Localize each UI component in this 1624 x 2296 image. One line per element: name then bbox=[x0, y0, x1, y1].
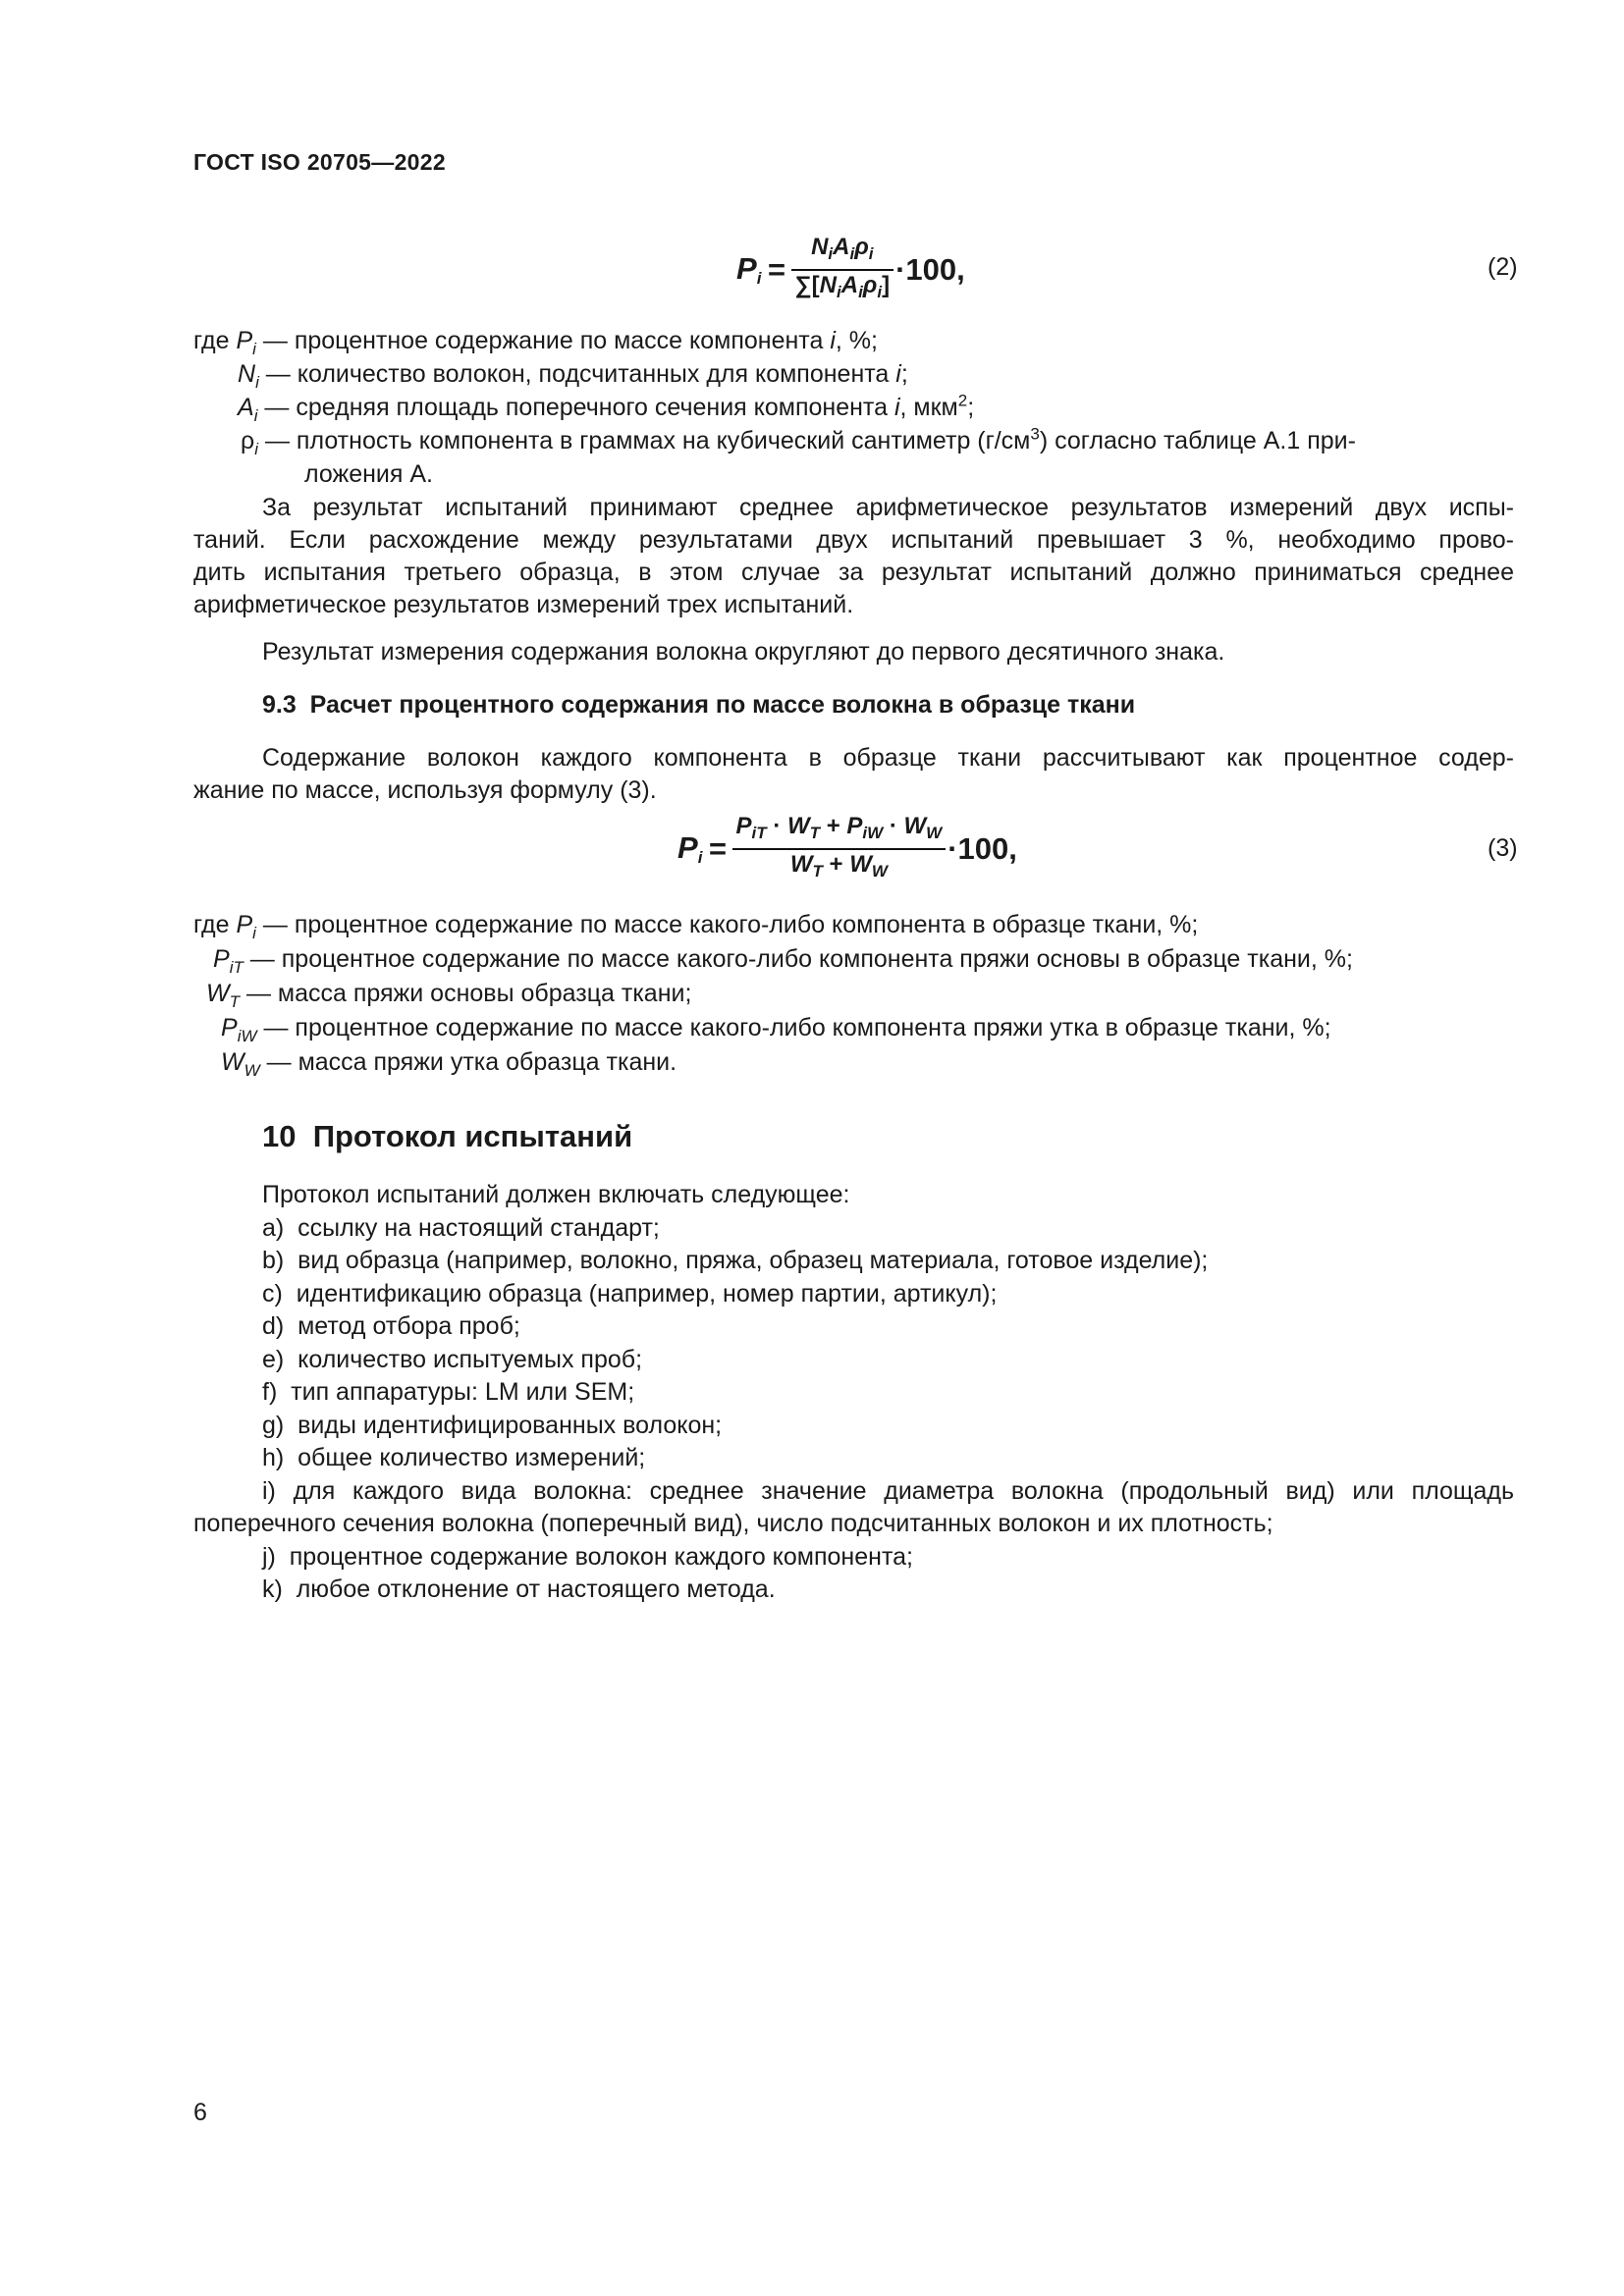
def-line: $N_i$ — количество волокон, подсчитанных для компонента i; bbox=[238, 360, 908, 392]
text-line: таний. Если расхождение между результатами двух испытаний превышает 3 %, необходимо прово- bbox=[193, 526, 1514, 554]
formula-2-lhs: Pi bbox=[736, 251, 762, 288]
list-item: b) вид образца (например, волокно, пряжа, образец материала, готовое изделие); bbox=[262, 1247, 1209, 1274]
list-item: j) процентное содержание волокон каждого компонента; bbox=[262, 1542, 913, 1571]
def-line: $W_W$ — масса пряжи утка образца ткани. bbox=[221, 1048, 677, 1080]
list-item: c) идентификацию образца (например, номер партии, артикул); bbox=[262, 1279, 998, 1308]
list-item: k) любое отклонение от настоящего метода. bbox=[262, 1575, 776, 1603]
formula-3-fraction: $\frac{P_{iT} \cdot W_T + P_{iW} \cdot W_W}{W_T + W_W}$ bbox=[732, 814, 947, 884]
text-line: арифметическое результатов измерений трех испытаний. bbox=[193, 591, 854, 618]
list-item: e) количество испытуемых проб; bbox=[262, 1345, 643, 1373]
list-item: h) общее количество измерений; bbox=[262, 1444, 646, 1471]
list-item: a) ссылку на настоящий стандарт; bbox=[262, 1213, 660, 1242]
page-number: 6 bbox=[193, 2099, 207, 2126]
def-line: $W_T$ — масса пряжи основы образца ткани; bbox=[206, 980, 692, 1011]
protocol-intro: Протокол испытаний должен включать следующее: bbox=[262, 1181, 850, 1208]
formula-2-times: · bbox=[895, 252, 906, 287]
paragraph-content bbox=[193, 741, 1514, 806]
protocol-list bbox=[193, 1178, 1514, 1606]
formula-2 bbox=[736, 236, 965, 304]
text-line: Содержание волокон каждого компонента в образце ткани рассчитывают как процентное содер- bbox=[262, 744, 1514, 772]
document-header: ГОСТ ISO 20705—2022 bbox=[193, 149, 446, 175]
list-item: f) тип аппаратуры: LM или SEM; bbox=[262, 1378, 635, 1406]
text-line: дить испытания третьего образца, в этом случае за результат испытаний должно приниматься среднее bbox=[193, 559, 1514, 586]
paragraph-result bbox=[193, 491, 1514, 620]
def-line: $P_{iT}$ — процентное содержание по массе какого-либо компонента пряжи основы в образце ткани, %; bbox=[213, 945, 1353, 977]
formula-2-fraction: $\frac{N_iA_i\rho_i}{\sum[N_iA_i\rho_i]}$ bbox=[791, 235, 894, 305]
list-item: g) виды идентифицированных волокон; bbox=[262, 1411, 723, 1439]
formula-3-number: (3) bbox=[1488, 834, 1518, 862]
defs-2 bbox=[193, 324, 1431, 491]
formula-2-number: (2) bbox=[1488, 253, 1518, 281]
def-line: $P_{iW}$ — процентное содержание по массе какого-либо компонента пряжи утка в образце ткани, %; bbox=[221, 1014, 1331, 1045]
defs-3 bbox=[193, 908, 1514, 1080]
section-9-3-heading: 9.3 Расчет процентного содержания по массе волокна в образце ткани bbox=[262, 691, 1136, 719]
list-item: i) для каждого вида волокна: среднее значение диаметра волокна (продольный вид) или площадь bbox=[262, 1476, 1514, 1505]
def-line: где $P_i$ — процентное содержание по массе компонента i, %; bbox=[193, 327, 878, 358]
list-item-cont: поперечного сечения волокна (поперечный вид), число подсчитанных волокон и их плотность; bbox=[193, 1510, 1273, 1537]
formula-3: Pi = $\frac{P_{iT} \cdot W_T + P_{iW} \cdot W_W}{W_T + W_W}$ · 100, bbox=[677, 815, 1017, 883]
list-item: d) метод отбора проб; bbox=[262, 1312, 520, 1340]
def-line: где $P_i$ — процентное содержание по массе какого-либо компонента в образце ткани, %; bbox=[193, 911, 1199, 942]
text-line: За результат испытаний принимают среднее арифметическое результатов измерений двух испы- bbox=[262, 494, 1514, 521]
def-line: $\rho_i$ — плотность компонента в граммах на кубический сантиметр $(г/см^3)$ согласно таблице А.1 при- bbox=[241, 424, 1356, 458]
section-10-heading: 10 Протокол испытаний bbox=[262, 1119, 633, 1153]
def-line-cont: ложения А. bbox=[304, 460, 433, 488]
formula-2-eq: = bbox=[767, 252, 785, 287]
paragraph-rounding: Результат измерения содержания волокна округляют до первого десятичного знака. bbox=[262, 638, 1225, 666]
formula-2-mult: 100, bbox=[905, 252, 965, 287]
def-line: $A_i$ — средняя площадь поперечного сечения компонента i, мкм$^2$; bbox=[238, 391, 975, 425]
text-line: жание по массе, используя формулу (3). bbox=[193, 776, 657, 804]
